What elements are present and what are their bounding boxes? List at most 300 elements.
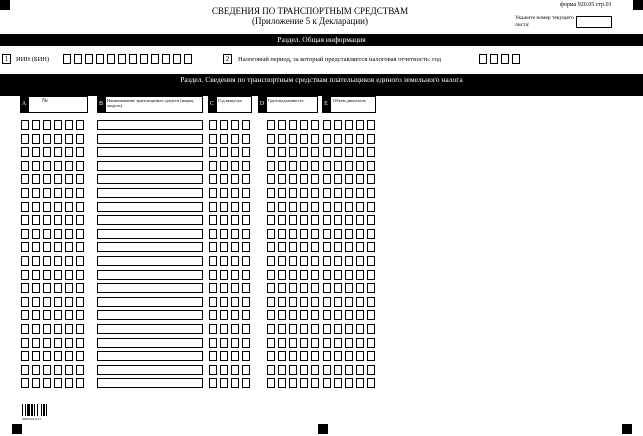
col-c-cell[interactable]	[209, 378, 217, 388]
iin-digit-cell[interactable]	[173, 54, 181, 64]
col-e-cell[interactable]	[334, 161, 342, 171]
col-a-cell[interactable]	[21, 188, 29, 198]
col-d-cell[interactable]	[300, 365, 308, 375]
col-c-cell[interactable]	[231, 310, 239, 320]
col-b-text-field[interactable]	[97, 174, 203, 184]
col-a-cell[interactable]	[54, 256, 62, 266]
col-a-cell[interactable]	[21, 310, 29, 320]
col-a-cell[interactable]	[54, 174, 62, 184]
col-c-cell[interactable]	[220, 120, 228, 130]
col-a-cell[interactable]	[43, 120, 51, 130]
col-a-cell[interactable]	[32, 120, 40, 130]
col-a-cell[interactable]	[21, 351, 29, 361]
col-d-cell[interactable]	[300, 242, 308, 252]
col-a-cell[interactable]	[76, 215, 84, 225]
col-c-cell[interactable]	[231, 270, 239, 280]
col-e-cell[interactable]	[334, 338, 342, 348]
col-a-cell[interactable]	[65, 365, 73, 375]
col-a-cell[interactable]	[43, 338, 51, 348]
col-c-cell[interactable]	[231, 365, 239, 375]
col-c-cell[interactable]	[242, 378, 250, 388]
col-d-cell[interactable]	[300, 202, 308, 212]
iin-digit-cell[interactable]	[74, 54, 82, 64]
col-c-cell[interactable]	[242, 188, 250, 198]
col-d-cell[interactable]	[300, 297, 308, 307]
col-c-cell[interactable]	[209, 188, 217, 198]
col-b-text-field[interactable]	[97, 147, 203, 157]
col-d-cell[interactable]	[300, 310, 308, 320]
col-d-cell[interactable]	[267, 202, 275, 212]
col-d-cell[interactable]	[300, 378, 308, 388]
col-c-cell[interactable]	[242, 174, 250, 184]
col-c-cell[interactable]	[220, 283, 228, 293]
col-b-text-field[interactable]	[97, 120, 203, 130]
col-e-cell[interactable]	[356, 351, 364, 361]
col-e-cell[interactable]	[367, 338, 375, 348]
col-c-cell[interactable]	[231, 147, 239, 157]
col-a-cell[interactable]	[21, 229, 29, 239]
col-d-cell[interactable]	[278, 147, 286, 157]
col-e-cell[interactable]	[367, 188, 375, 198]
col-e-cell[interactable]	[323, 188, 331, 198]
iin-digit-cell[interactable]	[184, 54, 192, 64]
col-d-cell[interactable]	[311, 147, 319, 157]
col-a-cell[interactable]	[32, 188, 40, 198]
col-a-cell[interactable]	[21, 338, 29, 348]
col-d-cell[interactable]	[289, 324, 297, 334]
col-d-cell[interactable]	[278, 270, 286, 280]
col-a-cell[interactable]	[54, 351, 62, 361]
col-a-cell[interactable]	[21, 147, 29, 157]
col-e-cell[interactable]	[367, 270, 375, 280]
col-d-cell[interactable]	[300, 256, 308, 266]
col-d-cell[interactable]	[267, 365, 275, 375]
col-d-cell[interactable]	[311, 378, 319, 388]
col-a-cell[interactable]	[21, 365, 29, 375]
col-e-cell[interactable]	[345, 297, 353, 307]
col-a-cell[interactable]	[76, 229, 84, 239]
col-c-cell[interactable]	[242, 229, 250, 239]
col-a-cell[interactable]	[54, 297, 62, 307]
col-a-cell[interactable]	[32, 161, 40, 171]
col-c-cell[interactable]	[231, 378, 239, 388]
col-d-cell[interactable]	[278, 351, 286, 361]
col-a-cell[interactable]	[76, 324, 84, 334]
col-c-cell[interactable]	[242, 202, 250, 212]
col-a-cell[interactable]	[43, 365, 51, 375]
col-a-cell[interactable]	[65, 378, 73, 388]
col-c-cell[interactable]	[242, 297, 250, 307]
col-e-cell[interactable]	[323, 242, 331, 252]
col-c-cell[interactable]	[242, 324, 250, 334]
col-c-cell[interactable]	[220, 365, 228, 375]
col-e-cell[interactable]	[345, 338, 353, 348]
col-d-cell[interactable]	[267, 174, 275, 184]
col-a-cell[interactable]	[65, 283, 73, 293]
col-e-cell[interactable]	[345, 215, 353, 225]
col-e-cell[interactable]	[334, 215, 342, 225]
col-c-cell[interactable]	[209, 324, 217, 334]
col-c-cell[interactable]	[209, 161, 217, 171]
col-a-cell[interactable]	[76, 147, 84, 157]
col-d-cell[interactable]	[311, 310, 319, 320]
col-c-cell[interactable]	[220, 147, 228, 157]
col-e-cell[interactable]	[356, 174, 364, 184]
col-a-cell[interactable]	[76, 310, 84, 320]
col-a-cell[interactable]	[43, 310, 51, 320]
col-e-cell[interactable]	[323, 174, 331, 184]
col-c-cell[interactable]	[220, 229, 228, 239]
col-a-cell[interactable]	[54, 147, 62, 157]
col-a-cell[interactable]	[43, 297, 51, 307]
col-d-cell[interactable]	[311, 242, 319, 252]
col-a-cell[interactable]	[76, 134, 84, 144]
col-b-text-field[interactable]	[97, 324, 203, 334]
col-a-cell[interactable]	[65, 174, 73, 184]
iin-digit-cell[interactable]	[140, 54, 148, 64]
col-b-text-field[interactable]	[97, 310, 203, 320]
col-d-cell[interactable]	[300, 338, 308, 348]
col-a-cell[interactable]	[43, 378, 51, 388]
col-a-cell[interactable]	[32, 338, 40, 348]
col-d-cell[interactable]	[267, 242, 275, 252]
col-b-text-field[interactable]	[97, 215, 203, 225]
col-e-cell[interactable]	[367, 365, 375, 375]
col-d-cell[interactable]	[278, 202, 286, 212]
col-e-cell[interactable]	[367, 297, 375, 307]
col-b-text-field[interactable]	[97, 229, 203, 239]
col-e-cell[interactable]	[345, 351, 353, 361]
col-e-cell[interactable]	[334, 324, 342, 334]
col-c-cell[interactable]	[242, 351, 250, 361]
col-e-cell[interactable]	[323, 283, 331, 293]
col-a-cell[interactable]	[32, 324, 40, 334]
col-c-cell[interactable]	[220, 378, 228, 388]
col-e-cell[interactable]	[323, 202, 331, 212]
col-a-cell[interactable]	[65, 242, 73, 252]
col-e-cell[interactable]	[356, 297, 364, 307]
col-d-cell[interactable]	[278, 120, 286, 130]
col-d-cell[interactable]	[300, 215, 308, 225]
col-a-cell[interactable]	[32, 378, 40, 388]
col-a-cell[interactable]	[76, 256, 84, 266]
col-d-cell[interactable]	[289, 229, 297, 239]
col-a-cell[interactable]	[21, 283, 29, 293]
col-e-cell[interactable]	[356, 134, 364, 144]
col-c-cell[interactable]	[209, 256, 217, 266]
col-a-cell[interactable]	[21, 202, 29, 212]
col-a-cell[interactable]	[54, 161, 62, 171]
col-b-text-field[interactable]	[97, 297, 203, 307]
col-b-text-field[interactable]	[97, 202, 203, 212]
year-digit-cell[interactable]	[490, 54, 498, 64]
col-a-cell[interactable]	[32, 229, 40, 239]
col-a-cell[interactable]	[21, 378, 29, 388]
col-e-cell[interactable]	[345, 120, 353, 130]
col-a-cell[interactable]	[32, 147, 40, 157]
col-a-cell[interactable]	[54, 120, 62, 130]
col-e-cell[interactable]	[323, 229, 331, 239]
col-e-cell[interactable]	[323, 324, 331, 334]
col-a-cell[interactable]	[32, 134, 40, 144]
col-a-cell[interactable]	[43, 324, 51, 334]
col-e-cell[interactable]	[323, 365, 331, 375]
col-e-cell[interactable]	[345, 270, 353, 280]
col-a-cell[interactable]	[76, 120, 84, 130]
col-d-cell[interactable]	[289, 120, 297, 130]
col-e-cell[interactable]	[345, 202, 353, 212]
col-a-cell[interactable]	[76, 351, 84, 361]
col-a-cell[interactable]	[43, 283, 51, 293]
col-a-cell[interactable]	[43, 229, 51, 239]
col-e-cell[interactable]	[323, 378, 331, 388]
col-a-cell[interactable]	[54, 188, 62, 198]
col-e-cell[interactable]	[323, 134, 331, 144]
col-a-cell[interactable]	[65, 229, 73, 239]
col-d-cell[interactable]	[278, 283, 286, 293]
col-a-cell[interactable]	[65, 147, 73, 157]
col-a-cell[interactable]	[43, 188, 51, 198]
col-b-text-field[interactable]	[97, 242, 203, 252]
col-a-cell[interactable]	[54, 324, 62, 334]
col-d-cell[interactable]	[278, 134, 286, 144]
col-c-cell[interactable]	[220, 174, 228, 184]
col-e-cell[interactable]	[334, 229, 342, 239]
col-e-cell[interactable]	[367, 147, 375, 157]
col-e-cell[interactable]	[356, 202, 364, 212]
col-a-cell[interactable]	[65, 161, 73, 171]
col-c-cell[interactable]	[231, 283, 239, 293]
col-e-cell[interactable]	[334, 297, 342, 307]
col-e-cell[interactable]	[356, 242, 364, 252]
col-d-cell[interactable]	[278, 297, 286, 307]
col-e-cell[interactable]	[356, 270, 364, 280]
col-d-cell[interactable]	[289, 134, 297, 144]
col-a-cell[interactable]	[76, 270, 84, 280]
col-e-cell[interactable]	[334, 351, 342, 361]
col-d-cell[interactable]	[267, 134, 275, 144]
col-b-text-field[interactable]	[97, 283, 203, 293]
year-digit-cell[interactable]	[512, 54, 520, 64]
col-e-cell[interactable]	[334, 365, 342, 375]
col-a-cell[interactable]	[21, 324, 29, 334]
col-e-cell[interactable]	[334, 283, 342, 293]
col-e-cell[interactable]	[334, 134, 342, 144]
col-e-cell[interactable]	[367, 310, 375, 320]
col-e-cell[interactable]	[367, 378, 375, 388]
col-d-cell[interactable]	[300, 351, 308, 361]
col-d-cell[interactable]	[300, 134, 308, 144]
col-a-cell[interactable]	[76, 365, 84, 375]
col-d-cell[interactable]	[311, 324, 319, 334]
col-c-cell[interactable]	[231, 188, 239, 198]
col-b-text-field[interactable]	[97, 161, 203, 171]
col-a-cell[interactable]	[21, 215, 29, 225]
col-a-cell[interactable]	[43, 202, 51, 212]
col-c-cell[interactable]	[209, 134, 217, 144]
col-d-cell[interactable]	[267, 324, 275, 334]
col-b-text-field[interactable]	[97, 134, 203, 144]
col-d-cell[interactable]	[278, 256, 286, 266]
col-d-cell[interactable]	[289, 310, 297, 320]
col-a-cell[interactable]	[54, 229, 62, 239]
col-d-cell[interactable]	[278, 161, 286, 171]
col-e-cell[interactable]	[334, 310, 342, 320]
col-d-cell[interactable]	[311, 188, 319, 198]
col-c-cell[interactable]	[209, 215, 217, 225]
iin-digit-cell[interactable]	[129, 54, 137, 64]
col-a-cell[interactable]	[54, 310, 62, 320]
col-c-cell[interactable]	[209, 147, 217, 157]
col-d-cell[interactable]	[289, 270, 297, 280]
col-d-cell[interactable]	[289, 283, 297, 293]
col-c-cell[interactable]	[242, 120, 250, 130]
col-c-cell[interactable]	[231, 297, 239, 307]
col-e-cell[interactable]	[356, 161, 364, 171]
col-d-cell[interactable]	[267, 256, 275, 266]
col-a-cell[interactable]	[76, 297, 84, 307]
col-c-cell[interactable]	[209, 310, 217, 320]
col-c-cell[interactable]	[231, 120, 239, 130]
col-a-cell[interactable]	[76, 283, 84, 293]
col-b-text-field[interactable]	[97, 378, 203, 388]
col-c-cell[interactable]	[231, 215, 239, 225]
col-d-cell[interactable]	[278, 242, 286, 252]
iin-digit-cell[interactable]	[63, 54, 71, 64]
col-b-text-field[interactable]	[97, 338, 203, 348]
col-d-cell[interactable]	[311, 365, 319, 375]
col-e-cell[interactable]	[345, 378, 353, 388]
col-a-cell[interactable]	[65, 324, 73, 334]
col-e-cell[interactable]	[356, 324, 364, 334]
col-d-cell[interactable]	[289, 174, 297, 184]
col-d-cell[interactable]	[289, 147, 297, 157]
col-c-cell[interactable]	[231, 229, 239, 239]
year-digit-cell[interactable]	[479, 54, 487, 64]
col-a-cell[interactable]	[65, 310, 73, 320]
col-e-cell[interactable]	[367, 283, 375, 293]
col-a-cell[interactable]	[21, 174, 29, 184]
col-a-cell[interactable]	[65, 215, 73, 225]
col-c-cell[interactable]	[220, 256, 228, 266]
col-e-cell[interactable]	[356, 310, 364, 320]
col-d-cell[interactable]	[289, 161, 297, 171]
col-c-cell[interactable]	[220, 161, 228, 171]
col-a-cell[interactable]	[21, 270, 29, 280]
page-number-field[interactable]	[576, 16, 612, 28]
col-e-cell[interactable]	[367, 161, 375, 171]
col-c-cell[interactable]	[209, 351, 217, 361]
col-e-cell[interactable]	[334, 188, 342, 198]
col-d-cell[interactable]	[289, 297, 297, 307]
col-a-cell[interactable]	[76, 188, 84, 198]
col-c-cell[interactable]	[242, 242, 250, 252]
col-c-cell[interactable]	[220, 188, 228, 198]
col-d-cell[interactable]	[267, 270, 275, 280]
col-b-text-field[interactable]	[97, 256, 203, 266]
col-a-cell[interactable]	[76, 338, 84, 348]
col-c-cell[interactable]	[220, 202, 228, 212]
col-d-cell[interactable]	[267, 161, 275, 171]
col-d-cell[interactable]	[300, 229, 308, 239]
col-c-cell[interactable]	[231, 161, 239, 171]
col-a-cell[interactable]	[76, 161, 84, 171]
col-d-cell[interactable]	[267, 378, 275, 388]
col-e-cell[interactable]	[356, 215, 364, 225]
col-d-cell[interactable]	[278, 215, 286, 225]
col-c-cell[interactable]	[209, 338, 217, 348]
col-d-cell[interactable]	[300, 147, 308, 157]
col-d-cell[interactable]	[289, 242, 297, 252]
col-d-cell[interactable]	[278, 188, 286, 198]
col-c-cell[interactable]	[242, 134, 250, 144]
col-d-cell[interactable]	[311, 134, 319, 144]
col-c-cell[interactable]	[220, 351, 228, 361]
col-a-cell[interactable]	[54, 283, 62, 293]
col-c-cell[interactable]	[209, 283, 217, 293]
col-a-cell[interactable]	[32, 365, 40, 375]
col-a-cell[interactable]	[43, 147, 51, 157]
col-e-cell[interactable]	[356, 120, 364, 130]
col-d-cell[interactable]	[289, 215, 297, 225]
col-d-cell[interactable]	[300, 270, 308, 280]
col-a-cell[interactable]	[32, 256, 40, 266]
col-e-cell[interactable]	[356, 378, 364, 388]
col-a-cell[interactable]	[65, 120, 73, 130]
col-c-cell[interactable]	[242, 365, 250, 375]
col-d-cell[interactable]	[289, 256, 297, 266]
col-d-cell[interactable]	[267, 283, 275, 293]
col-a-cell[interactable]	[54, 215, 62, 225]
col-e-cell[interactable]	[334, 147, 342, 157]
col-e-cell[interactable]	[334, 378, 342, 388]
col-a-cell[interactable]	[76, 378, 84, 388]
col-d-cell[interactable]	[311, 215, 319, 225]
col-c-cell[interactable]	[209, 229, 217, 239]
col-d-cell[interactable]	[311, 256, 319, 266]
col-c-cell[interactable]	[242, 161, 250, 171]
col-a-cell[interactable]	[65, 338, 73, 348]
col-a-cell[interactable]	[21, 120, 29, 130]
col-d-cell[interactable]	[267, 338, 275, 348]
col-d-cell[interactable]	[267, 229, 275, 239]
col-e-cell[interactable]	[367, 324, 375, 334]
col-a-cell[interactable]	[54, 365, 62, 375]
col-e-cell[interactable]	[356, 283, 364, 293]
col-e-cell[interactable]	[323, 310, 331, 320]
col-c-cell[interactable]	[231, 256, 239, 266]
col-d-cell[interactable]	[289, 365, 297, 375]
col-e-cell[interactable]	[345, 188, 353, 198]
col-e-cell[interactable]	[323, 256, 331, 266]
col-e-cell[interactable]	[323, 270, 331, 280]
col-e-cell[interactable]	[356, 188, 364, 198]
col-e-cell[interactable]	[345, 324, 353, 334]
col-d-cell[interactable]	[300, 324, 308, 334]
col-c-cell[interactable]	[242, 338, 250, 348]
col-c-cell[interactable]	[231, 351, 239, 361]
col-e-cell[interactable]	[345, 365, 353, 375]
col-a-cell[interactable]	[54, 202, 62, 212]
col-a-cell[interactable]	[54, 338, 62, 348]
col-e-cell[interactable]	[367, 256, 375, 266]
col-e-cell[interactable]	[345, 256, 353, 266]
col-d-cell[interactable]	[278, 229, 286, 239]
col-a-cell[interactable]	[65, 297, 73, 307]
col-a-cell[interactable]	[21, 161, 29, 171]
col-a-cell[interactable]	[21, 297, 29, 307]
col-d-cell[interactable]	[300, 283, 308, 293]
